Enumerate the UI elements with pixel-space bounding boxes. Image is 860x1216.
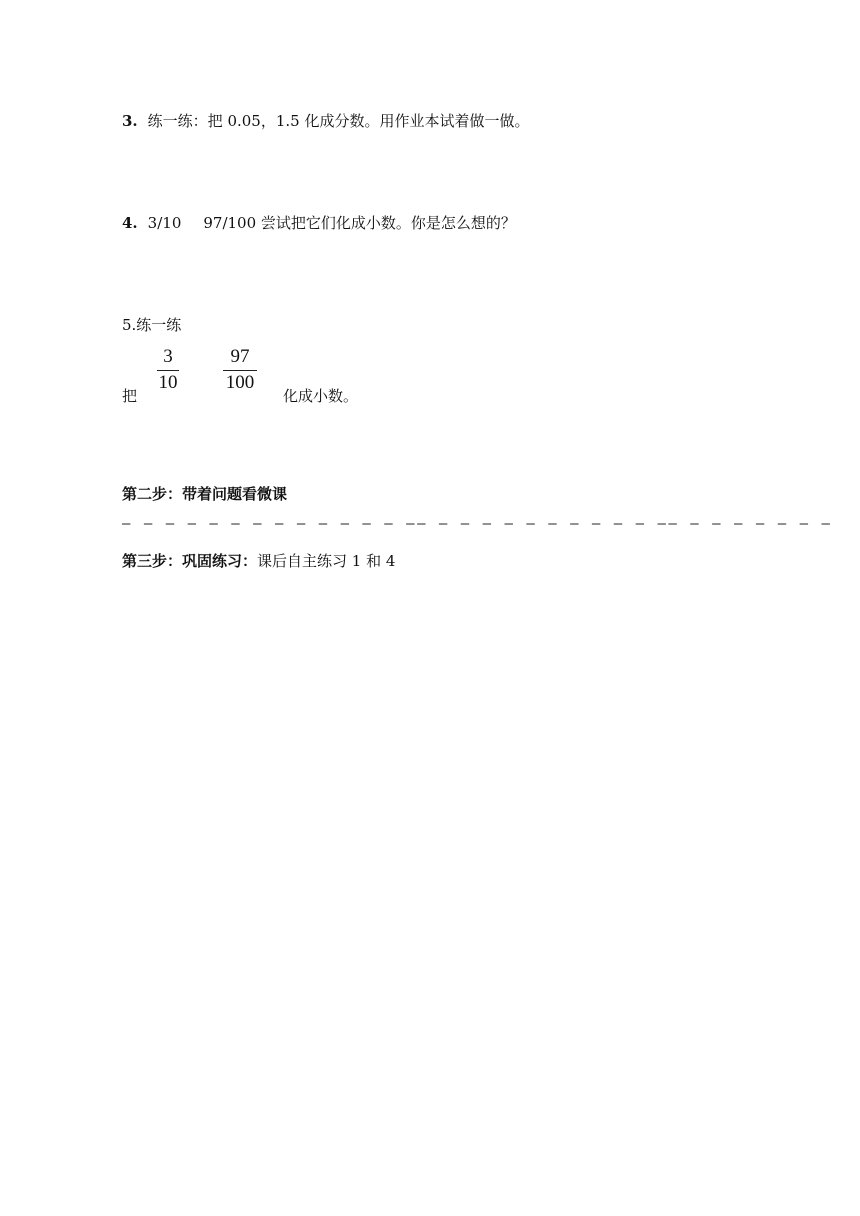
fraction-exercise-suffix: 化成小数。 — [283, 387, 359, 405]
question-4-text: 尝试把它们化成小数。你是怎么想的？ — [260, 214, 516, 232]
fraction-denominator: 100 — [225, 372, 255, 393]
step-3-label: 第三步：巩固练习： — [122, 552, 258, 570]
question-4-fraction-1: 3/10 — [147, 214, 182, 232]
question-4 — [122, 213, 516, 233]
fraction-exercise — [122, 345, 522, 405]
fraction-denominator: 10 — [158, 372, 178, 393]
dashed-separator: – – – – – – – – – – – – – –– – – – – – – – – – – –– – – – – – – – — [122, 516, 833, 532]
fraction-numerator: 97 — [230, 346, 250, 367]
question-3 — [122, 111, 529, 131]
step-2 — [122, 484, 287, 504]
fraction-97-over-100 — [223, 345, 257, 395]
step-2-label: 第二步：带着问题看微课 — [122, 485, 288, 503]
fraction-exercise-prefix: 把 — [122, 387, 138, 405]
step-3 — [122, 551, 395, 571]
fraction-3-over-10 — [157, 345, 179, 395]
step-3-text: 课后自主练习 1 和 4 — [257, 552, 396, 570]
question-4-fraction-2: 97/100 — [203, 214, 257, 232]
question-5-title: 5.练一练 — [122, 316, 182, 334]
question-3-text: 练一练：把 0.05，1.5 化成分数。用作业本试着做一做。 — [147, 112, 530, 130]
question-3-number: 3. — [122, 112, 138, 130]
fraction-numerator: 3 — [163, 346, 173, 367]
question-4-number: 4. — [122, 214, 138, 232]
